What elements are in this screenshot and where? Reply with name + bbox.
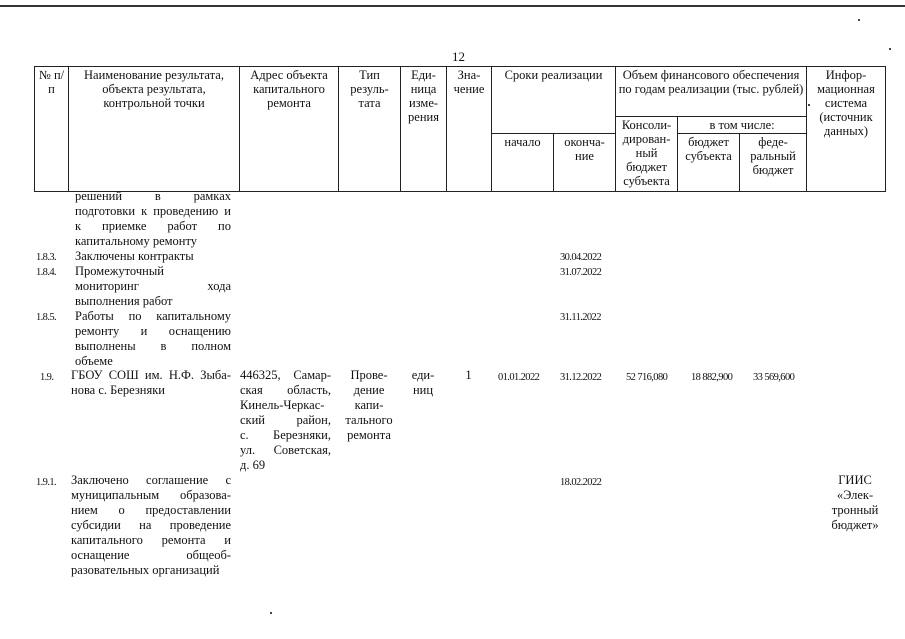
text-line: капитального ремонта и	[71, 533, 231, 547]
row-name	[71, 473, 231, 578]
row-end-date: 31.12.2022	[560, 372, 602, 383]
header-terms: Сроки реализации	[492, 67, 616, 134]
row-start-date: 01.01.2022	[498, 372, 540, 383]
text-line: нием о предоставлении	[71, 503, 231, 517]
scan-speck	[270, 612, 272, 614]
page-number: 12	[452, 49, 465, 64]
text-line: решений в рамках	[75, 189, 231, 203]
row-type	[338, 368, 400, 443]
header-address: Адрес объекта капитального ремонта	[240, 67, 339, 192]
row-unit	[400, 368, 446, 398]
row-address	[240, 368, 331, 473]
text-line: бюджет»	[831, 518, 879, 532]
row-number: 1.8.5.	[36, 312, 57, 323]
row-consolidated-budget: 52 716,080	[626, 372, 668, 383]
text-line: к приемке работ по	[75, 219, 231, 233]
row-number: 1.8.4.	[36, 267, 57, 278]
row-info-system	[820, 473, 890, 533]
row-subject-budget: 18 882,900	[691, 372, 733, 383]
text-line: мониторинг хода	[75, 279, 231, 293]
text-line: нова с. Березняки	[71, 383, 165, 397]
header-federal-budget: феде-ральный бюджет	[740, 134, 807, 192]
row-federal-budget: 33 569,600	[753, 372, 795, 383]
text-line: ремонта	[347, 428, 391, 442]
scan-speck	[858, 19, 860, 21]
header-table	[34, 66, 886, 192]
text-line: тронный	[831, 503, 879, 517]
text-line: д. 69	[240, 458, 266, 472]
text-line: оснащение общеоб-	[71, 548, 231, 562]
row-end-date: 31.07.2022	[560, 267, 602, 278]
header-end: оконча-ние	[554, 134, 616, 192]
row-name	[75, 309, 231, 369]
text-line: Кинель-Черкас-	[240, 398, 325, 412]
row-end-date: 18.02.2022	[560, 477, 602, 488]
header-unit: Еди-ница изме-рения	[401, 67, 447, 192]
text-line: муниципальным образова-	[71, 488, 231, 502]
row-name	[75, 264, 231, 309]
text-line: выполнения работ	[75, 294, 173, 308]
header-type: Тип резуль-тата	[339, 67, 401, 192]
row-number: 1.9.	[40, 372, 54, 383]
scan-speck	[808, 104, 810, 106]
text-line: дение	[353, 383, 385, 397]
header-info-system: Инфор-мационная система (источник данных)	[807, 67, 886, 192]
row-end-date: 31.11.2022	[560, 312, 601, 323]
text-line: ГИИС	[838, 473, 872, 487]
text-line: выполнены в полном	[75, 339, 231, 353]
text-line: Прове-	[350, 368, 388, 382]
header-subject-budget: бюджет субъекта	[678, 134, 740, 192]
text-line: ская область,	[240, 383, 331, 397]
scan-speck	[889, 48, 891, 50]
text-line: тального	[345, 413, 393, 427]
row-number: 1.9.1.	[36, 477, 57, 488]
text-line: ГБОУ СОШ им. Н.Ф. Зыба-	[71, 368, 231, 382]
text-line: ул. Советская,	[240, 443, 331, 457]
header-including: в том числе:	[678, 117, 807, 134]
header-finance: Объем финансового обеспечения по годам реализации (тыс. рублей)	[616, 67, 807, 117]
text-line: ниц	[412, 383, 434, 397]
row-number: 1.8.3.	[36, 252, 57, 263]
text-line: подготовки к проведению и	[75, 204, 231, 218]
header-consolidated: Консоли-дирован-ный бюджет субъекта	[616, 117, 678, 192]
text-line: разовательных организаций	[71, 563, 220, 577]
text-line: объеме	[75, 354, 113, 368]
text-line: ский район,	[240, 413, 331, 427]
continued-name	[75, 189, 231, 249]
text-line: «Элек-	[836, 488, 874, 502]
text-line: капи-	[354, 398, 384, 412]
row-value: 1	[465, 368, 472, 382]
text-line: ремонту и оснащению	[75, 324, 231, 338]
text-line: капитальному ремонту	[75, 234, 198, 248]
header-start: начало	[492, 134, 554, 192]
header-name: Наименование результата, объекта результата, контрольной точки	[69, 67, 240, 192]
row-name: Заключены контракты	[75, 249, 194, 263]
header-num: № п/п	[35, 67, 69, 192]
text-line: Работы по капитальному	[75, 309, 231, 323]
row-name	[71, 368, 231, 398]
text-line: еди-	[411, 368, 435, 382]
header-value: Зна-чение	[447, 67, 492, 192]
top-border-line	[0, 5, 905, 7]
text-line: Заключено соглашение с	[71, 473, 231, 487]
row-end-date: 30.04.2022	[560, 252, 602, 263]
text-line: субсидии на проведение	[71, 518, 231, 532]
text-line: 446325, Самар-	[240, 368, 331, 382]
text-line: с. Березняки,	[240, 428, 331, 442]
text-line: Промежуточный	[75, 264, 164, 278]
